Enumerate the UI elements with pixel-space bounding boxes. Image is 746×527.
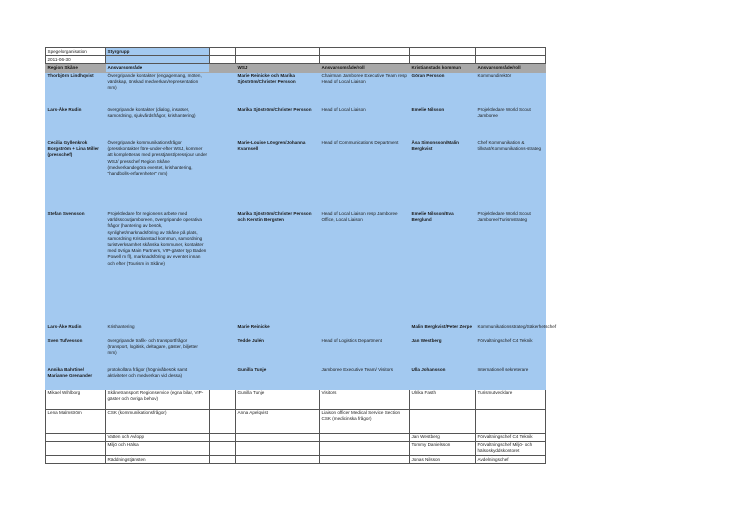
date-cell: 2011-06-30: [46, 56, 106, 64]
table-row: Cecilia Gyllenkrok Borgström + Lina Miller (presschef) Övergripande kommunikationsfrågor (presskontakter före-under-efter WSJ, kommer att kompletteras med presstjänst/pressjour under WSJ/ presschef Region Skåne (medverkandegöra eventet, krishantering, "handbolls-erfarenheter" mm) Marie-Louise Lövgren/Johanna Kvarnsell Head of Communications Department Åsa Simonsson/Malin Bergkvist Chef Kommunikation & tillväxt/Kommunikations-strateg: [46, 139, 546, 210]
table-row: Lena Malmström CSK (kommunikationsfrågor) Anna Apelqvist Liaison officer Medical Service Section CSK (medicinska frågor): [46, 409, 546, 433]
table-row: Lars-Åke Rudin övergripande kontakter (dialog, insatser, samordning, sjukvårdsfrågor, krishantering) Marika Sjöström/Christer Persson Head of Local Liaison Emelie Nilsson Projektledare World Scout Jamboree: [46, 106, 546, 139]
header-wsj: WSJ: [236, 64, 320, 72]
table-row: Stefan Svensson Projektledare för regionens arbete med världsscoutjamboreen, övergripande operativa frågor (hantering av besök, synlighet/marknadsföring av Skåne på plats, samordning Kristianstad kommun, samordning turistverksamhet skånska kommuner, kontakter med övriga Main Partners, VIP-gäster typ Baden Powell m fl), marknadsföring av eventet innan och efter (Tourism in Skåne) Marika Sjöström/Christer Persson och Kerstin Bergsten Head of Local Liaison resp Jamboree Office, Local Liaison Emelie Nilsson/Eva Berglund Projektledare World Scout Jamboree/Turismstrateg: [46, 210, 546, 323]
table-row: Thorbjörn Lindhqvist Övergripande kontakter (engagemang, möten, värdskap, önskad medverkan/representation mm) Marie Reinicke och Marika Sjöström/Christer Persson Chairman Jamboree Executive Team resp Head of Local Liaison Göran Persson Kommundirektör: [46, 72, 546, 106]
table-row: Mikael Wihlborg Skånetransport Regionservice (egna bilar, VIP-gäster och övriga behov) Gunilla Tunje Visitors Ulrika Fasth Turismutvecklare: [46, 389, 546, 409]
table-row: Vatten och Avlopp Jan Westberg Förvaltningschef C4 Teknik: [46, 433, 546, 441]
header-row: [46, 64, 546, 72]
table-row: Miljö och Hälsa Tommy Danielsson Förvaltningschef Miljö- och hälsoskyddskontoret: [46, 441, 546, 455]
table-row: Sven Tufvesson övergripande trafik- och transportfrågor (transport, logitisk, deltagare, gäster, biljetter mm) Tedde Julén Head of Logistics Department Jan Westberg Förvaltningschef C4 Teknik: [46, 337, 546, 366]
header-roll: Ansvarsområde/roll: [320, 64, 410, 72]
header-region: Region Skåne: [46, 64, 106, 72]
header-kommun: Kristianstads kommun: [410, 64, 476, 72]
header-roll-kommun: Ansvarsområde/roll: [476, 64, 546, 72]
org-label: Spegelorganisation: [46, 48, 106, 56]
table-row: Lars-Åke Rudin Krishantering Marie Reinicke Malin Bergkvist/Peter Zerpe Kommunikationsstrateg/Säkerhetschef: [46, 323, 546, 337]
spegelorganisation-table: [45, 47, 557, 464]
table-row: Räddningstjänsten Jonas Nilsson Avdelningschef: [46, 456, 546, 464]
table-row: Annika Bahrtine/ Marianne Grenander protokollära frågor (högnivåbesök samt aktiviteter och medverkan vid dessa) Gunilla Tunje Jamboree Executive Team/ Visitors Ulla Johansson Internationell sekreterare: [46, 366, 546, 389]
header-ansvar: Ansvarsområde: [106, 64, 210, 72]
styrgrupp-cell: Styrgrupp: [106, 48, 210, 56]
